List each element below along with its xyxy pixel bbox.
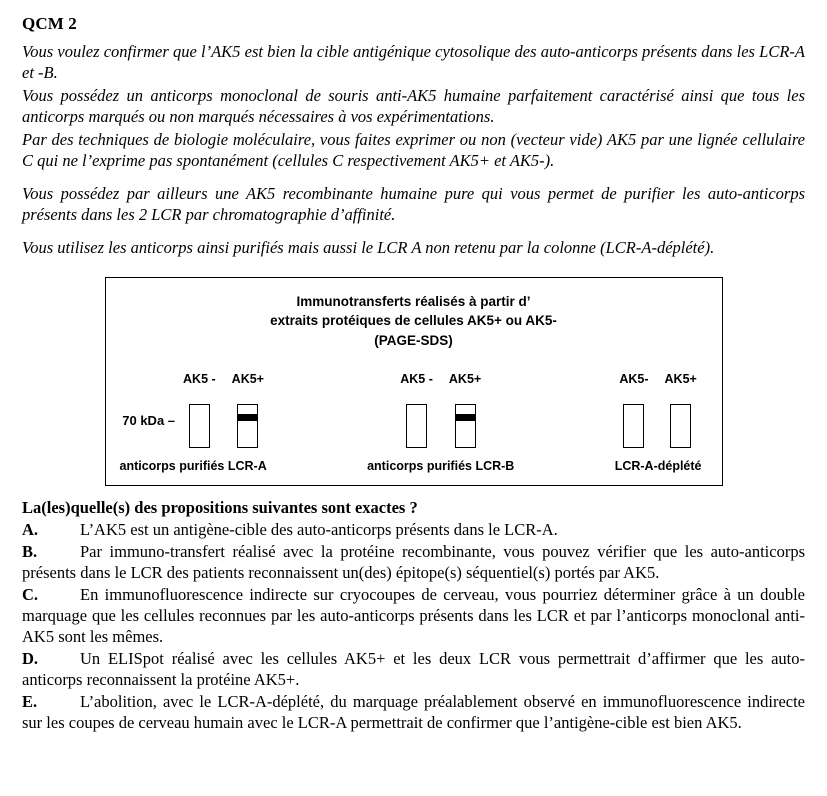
panel-caption: anticorps purifiés LCR-A bbox=[119, 459, 267, 474]
lane-label: AK5- bbox=[619, 372, 649, 387]
lane-ak5-negative-depleted bbox=[619, 372, 648, 448]
proposition-letter: C. bbox=[22, 585, 39, 605]
proposition-d bbox=[22, 649, 805, 691]
blot-strip bbox=[670, 404, 691, 448]
lane-ak5-positive-a bbox=[232, 372, 264, 448]
lane-ak5-negative-b bbox=[400, 372, 433, 448]
panel-caption: LCR-A-déplété bbox=[614, 459, 702, 474]
figure-panels bbox=[116, 372, 712, 473]
lane-label: AK5 - bbox=[183, 372, 216, 387]
blot-band bbox=[456, 414, 475, 421]
lane-label: AK5+ bbox=[664, 372, 697, 387]
blot-strip bbox=[237, 404, 258, 448]
lane-label: AK5+ bbox=[231, 372, 264, 387]
blot-panel-lcr-a-depleted-lanes bbox=[619, 372, 696, 448]
blot-strip bbox=[455, 404, 476, 448]
lane-ak5-negative-a bbox=[183, 372, 216, 448]
figure-caption-line-2: extraits protéiques de cellules AK5+ ou AK5- bbox=[270, 313, 557, 329]
page-title: QCM 2 bbox=[22, 14, 77, 33]
lane-group-lcr-a-depleted bbox=[619, 372, 696, 448]
proposition-text: L’abolition, avec le LCR-A-déplété, du marquage préalablement observé en immunofluorescence indirecte sur les coupes de cerveau humain avec le LCR-A permettrait de confirmer que l’antigène-cible est bien AK5. bbox=[22, 691, 805, 732]
proposition-text: Par immuno-transfert réalisé avec la protéine recombinante, vous pouvez vérifier que les auto-anticorps présents dans le LCR des patients reconnaissent un(des) épitope(s) séquentiel(s) portés par AK5. bbox=[22, 542, 805, 583]
proposition-text: L’AK5 est un antigène-cible des auto-anticorps présents dans le LCR-A. bbox=[80, 520, 558, 540]
lane-ak5-positive-b bbox=[449, 372, 481, 448]
molecular-weight-marker-label: 70 kDa – bbox=[122, 413, 176, 429]
intro-paragraph-5: Vous utilisez les anticorps ainsi purifiés mais aussi le LCR A non retenu par la colonne (LCR-A-déplété). bbox=[22, 237, 715, 257]
question-prompt: La(les)quelle(s) des propositions suivantes sont exactes ? bbox=[22, 498, 418, 518]
proposition-b bbox=[22, 542, 805, 584]
blot-panel-lcr-b-lanes bbox=[400, 372, 481, 448]
panel-caption: anticorps purifiés LCR-B bbox=[367, 459, 515, 474]
figure-caption-line-3: (PAGE-SDS) bbox=[374, 332, 453, 348]
intro-paragraph-4: Vous possédez par ailleurs une AK5 recombinante humaine pure qui vous permet de purifier les auto-anticorps présents dans les 2 LCR par chromatographie d’affinité. bbox=[22, 183, 805, 224]
blot-panel-lcr-a bbox=[120, 372, 267, 473]
figure-caption bbox=[116, 292, 712, 351]
blot-panel-lcr-a-lanes bbox=[122, 372, 264, 448]
proposition-text: Un ELISpot réalisé avec les cellules AK5+ et les deux LCR vous permettrait d’affirmer que les auto-anticorps reconnaissent la protéine AK5+. bbox=[22, 648, 805, 689]
blot-panel-lcr-a-depleted bbox=[615, 372, 702, 473]
blot-panel-lcr-b bbox=[367, 372, 514, 473]
proposition-letter: A. bbox=[22, 520, 39, 540]
lane-label: AK5+ bbox=[448, 372, 482, 387]
proposition-e bbox=[22, 692, 805, 734]
western-blot-figure bbox=[105, 277, 723, 487]
intro-paragraph-3: Par des techniques de biologie moléculaire, vous faites exprimer ou non (vecteur vide) AK5 par une lignée cellulaire C qui ne l’exprime pas spontanément (cellules C respectivement AK5+ et AK5-). bbox=[22, 129, 805, 170]
lane-group-lcr-b bbox=[400, 372, 481, 448]
figure-caption-line-1: Immunotransferts réalisés à partir d’ bbox=[296, 293, 531, 309]
lane-label: AK5 - bbox=[400, 372, 433, 387]
proposition-text: En immunofluorescence indirecte sur cryocoupes de cerveau, vous pourriez déterminer grâce à un double marquage que les cellules reconnues par les auto-anticorps présents dans les LCR et par l’anticorps monoclonal anti-AK5 sont les mêmes. bbox=[22, 585, 805, 647]
proposition-c bbox=[22, 585, 805, 648]
lane-group-lcr-a bbox=[183, 372, 264, 448]
lane-ak5-positive-depleted bbox=[665, 372, 697, 448]
blot-strip bbox=[406, 404, 427, 448]
blot-strip bbox=[189, 404, 210, 448]
blot-band bbox=[238, 414, 257, 421]
figure-wrapper bbox=[22, 277, 805, 487]
proposition-letter: E. bbox=[22, 691, 38, 711]
proposition-a bbox=[22, 520, 805, 541]
intro-paragraph-1: Vous voulez confirmer que l’AK5 est bien la cible antigénique cytosolique des auto-anticorps présents dans les LCR-A et -B. bbox=[22, 42, 805, 82]
proposition-letter: D. bbox=[22, 648, 39, 668]
blot-strip bbox=[623, 404, 644, 448]
proposition-letter: B. bbox=[22, 542, 38, 562]
intro-paragraph-2: Vous possédez un anticorps monoclonal de souris anti-AK5 humaine parfaitement caractérisé ainsi que tous les anticorps marqués ou non marqués nécessaires à vos expérimentations. bbox=[22, 85, 805, 126]
